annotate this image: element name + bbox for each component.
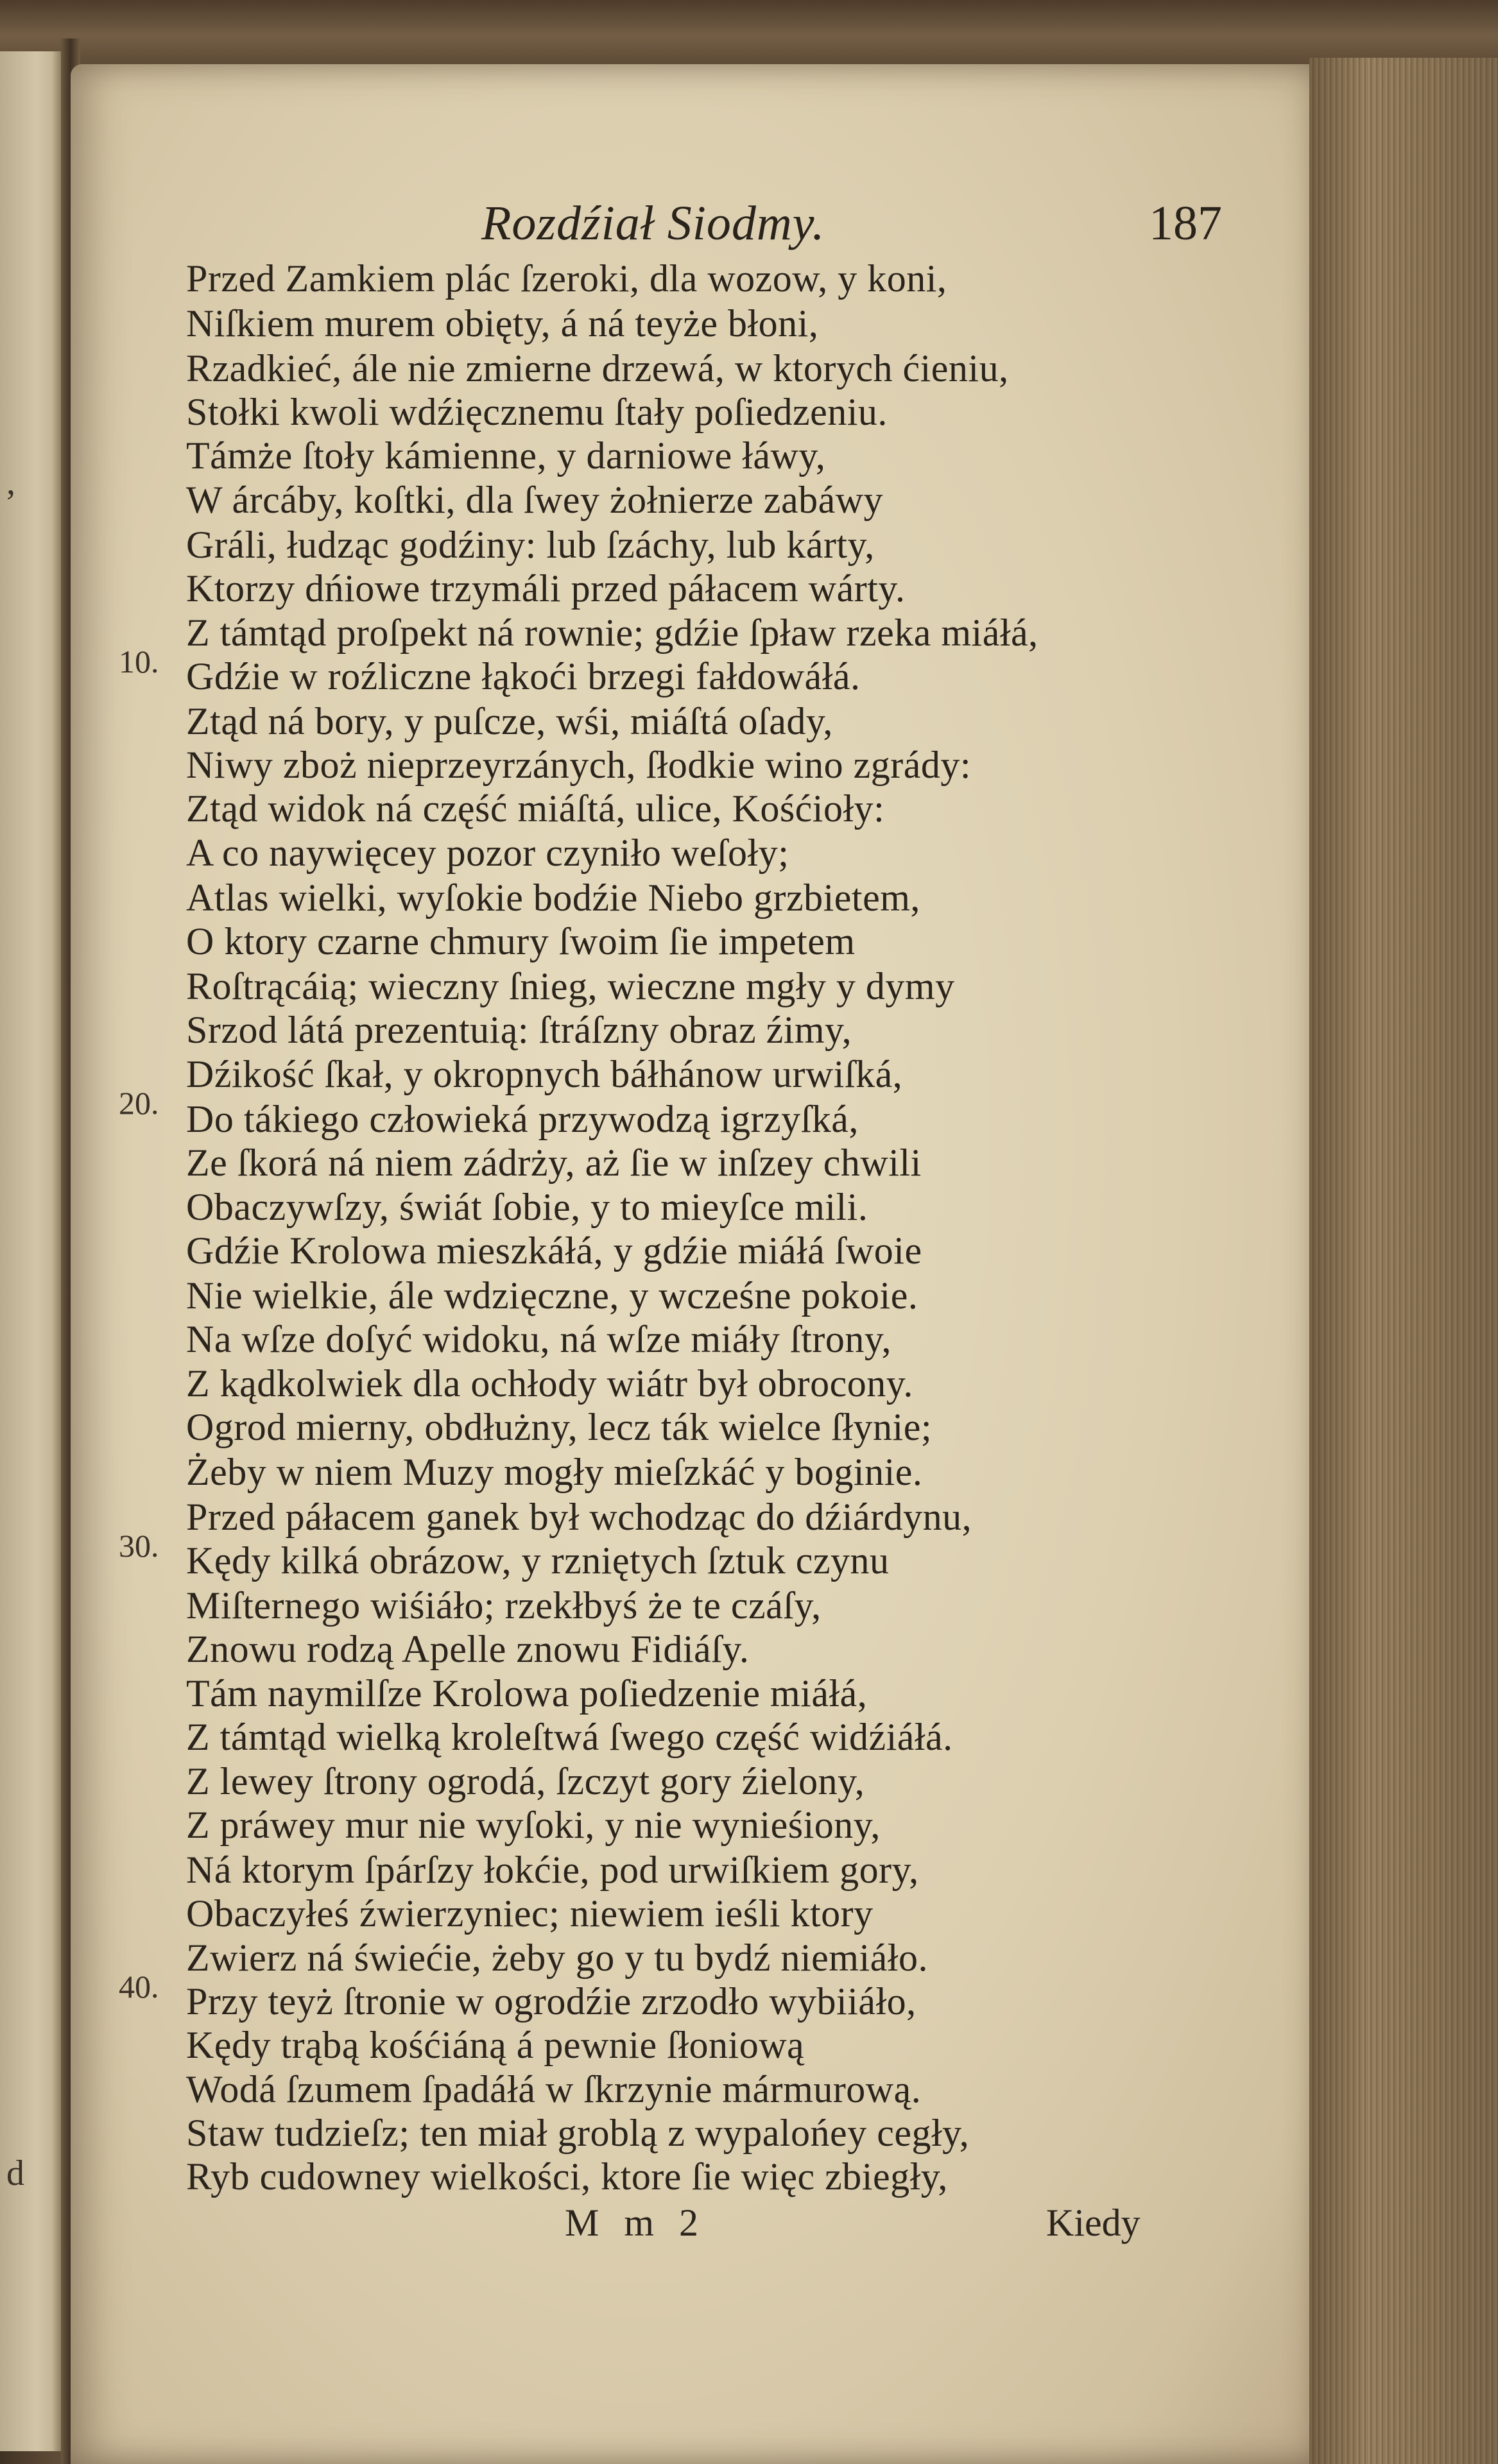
- verse-line: Rzadkieć, ále nie zmierne drzewá, w ktorych ćieniu,: [186, 347, 1009, 389]
- verse-line: Z támtąd wielką kroleſtwá ſwego część widźiáłá.: [186, 1716, 953, 1758]
- left-page-text-fragment: ,: [6, 463, 15, 502]
- verse-line: Wodá ſzumem ſpadáłá w ſkrzynie mármurową.: [186, 2068, 922, 2110]
- page-number: 187: [1149, 196, 1222, 250]
- verse-line: Nie wielkie, ále wdzięczne, y wcześne pokoie.: [186, 1274, 918, 1317]
- verse-line: Z lewey ſtrony ogrodá, ſzczyt gory źielony,: [186, 1760, 865, 1802]
- verse-line: Niwy zboż nieprzeyrzánych, ſłodkie wino zgrády:: [186, 744, 972, 786]
- verse-line: Znowu rodzą Apelle znowu Fidiáſy.: [186, 1628, 750, 1670]
- verse-line: Ná ktorym ſpárſzy łokćie, pod urwiſkiem gory,: [186, 1849, 919, 1891]
- verse-line: Obaczywſzy, świát ſobie, y to mieyſce mili.: [186, 1186, 868, 1228]
- left-page-text-fragment: d: [6, 2153, 24, 2193]
- verse-line: Niſkiem murem obięty, á ná teyże błoni,: [186, 302, 819, 345]
- verse-line: A co naywięcey pozor czyniło weſoły;: [186, 832, 789, 874]
- verse-line: Stołki kwoli wdźięcznemu ſtały poſiedzeniu.: [186, 391, 888, 433]
- verse-line: Gráli, łudząc godźiny: lub ſzáchy, lub kárty,: [186, 524, 875, 566]
- line-number-marker: 30.: [119, 1528, 159, 1564]
- line-number-marker: 20.: [119, 1085, 159, 1121]
- verse-line: Przed Zamkiem plác ſzeroki, dla wozow, y koni,: [186, 257, 947, 300]
- verse-line: W árcáby, koſtki, dla ſwey żołnierze zabáwy: [186, 479, 884, 521]
- line-number-marker: 40.: [119, 1969, 159, 2005]
- verse-line: Obaczyłeś źwierzyniec; niewiem ieśli ktory: [186, 1892, 874, 1935]
- verse-line: Srzod látá prezentuią: ſtráſzny obraz źimy,: [186, 1009, 852, 1051]
- line-number-marker: 10.: [119, 644, 159, 680]
- verse-line: Ktorzy dńiowe trzymáli przed páłacem wárty.: [186, 567, 906, 610]
- verse-line: Przy teyż ſtronie w ogrodźie zrzodło wybiiáło,: [186, 1980, 917, 2023]
- verse-line: Ztąd widok ná część miáſtá, ulice, Kośćioły:: [186, 787, 885, 830]
- verse-line: Gdźie w roźliczne łąkoći brzegi fałdowáłá.: [186, 655, 861, 697]
- verse-line: Do tákiego człowieká przywodzą igrzyſká,: [186, 1098, 859, 1140]
- verse-line: Gdźie Krolowa mieszkáłá, y gdźie miáłá ſwoie: [186, 1229, 922, 1272]
- verse-line: Żeby w niem Muzy mogły mieſzkáć y boginie.: [186, 1451, 923, 1493]
- verse-line: Ze ſkorá ná niem zádrży, aż ſie w inſzey chwili: [186, 1142, 922, 1184]
- signature-mark: M m 2: [565, 2202, 707, 2244]
- verse-line: Z támtąd proſpekt ná rownie; gdźie ſpław rzeka miáłá,: [186, 612, 1038, 654]
- catchword: Kiedy: [1046, 2202, 1141, 2244]
- verse-line: Z kądkolwiek dla ochłody wiátr był obrocony.: [186, 1362, 913, 1405]
- book-cover-top: [0, 0, 1498, 71]
- verse-line: Staw tudzieſz; ten miał groblą z wypalońey cegły,: [186, 2112, 970, 2154]
- verse-line: Roſtrącáią; wieczny ſnieg, wieczne mgły y dymy: [186, 965, 955, 1007]
- verse-line: Atlas wielki, wyſokie bodźie Niebo grzbietem,: [186, 877, 920, 919]
- verse-line: Ztąd ná bory, y puſcze, wśi, miáſtá oſady,: [186, 700, 833, 742]
- verse-line: Dźikość ſkał, y okropnych báłhánow urwiſká,: [186, 1053, 903, 1095]
- verse-line: Przed páłacem ganek był wchodząc do dźiárdynu,: [186, 1496, 972, 1538]
- verse-line: Támże ſtoły kámienne, y darniowe łáwy,: [186, 434, 826, 477]
- verse-line: Zwierz ná świećie, żeby go y tu bydź niemiáło.: [186, 1937, 928, 1979]
- verse-line: Tám naymilſze Krolowa poſiedzenie miáłá,: [186, 1672, 868, 1715]
- verse-line: Ogrod mierny, obdłużny, lecz ták wielce ſłynie;: [186, 1406, 933, 1448]
- verse-line: Kędy trąbą kośćiáną á pewnie ſłoniową: [186, 2024, 805, 2066]
- verse-line: Kędy kilká obrázow, y rzniętych ſztuk czynu: [186, 1539, 890, 1582]
- verse-line: Miſternego wiśiáło; rzekłbyś że te czáſy,: [186, 1584, 822, 1627]
- chapter-header: Rozdźiał Siodmy.: [481, 196, 825, 250]
- verse-line: Z práwey mur nie wyſoki, y nie wynieśiony,: [186, 1804, 881, 1846]
- verse-line: O ktory czarne chmury ſwoim ſie impetem: [186, 920, 856, 963]
- verse-line: Ryb cudowney wielkości, ktore ſie więc zbiegły,: [186, 2155, 948, 2198]
- left-page-edge: [0, 51, 61, 2451]
- verse-line: Na wſze doſyć widoku, ná wſze miáły ſtrony,: [186, 1318, 891, 1360]
